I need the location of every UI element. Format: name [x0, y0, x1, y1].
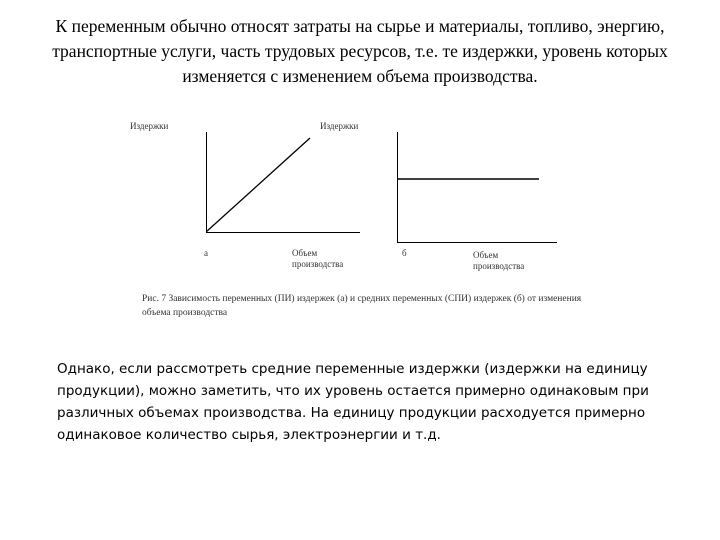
left-chart-xlabel: Объем производства [292, 248, 344, 269]
left-chart-ylabel: Издержки [130, 121, 169, 131]
figure-caption: Рис. 7 Зависимость переменных (ПИ) издержек (а) и средних переменных (СПИ) издержек (б) от изменения объема производства [142, 294, 582, 318]
right-chart-ylabel: Издержки [320, 121, 359, 131]
right-chart-panel-label: б [402, 248, 407, 258]
left-chart-panel-label: а [204, 248, 208, 258]
left-chart-rising-line [206, 138, 310, 232]
right-chart-plot [397, 132, 557, 243]
figure [120, 115, 590, 330]
heading-text: К переменным обычно относят затраты на сырье и материалы, топливо, энергию, транспортные услуги, часть трудовых ресурсов, т.е. те издержки, уровень которых изменяется с изменением объема производства. [52, 16, 668, 86]
left-chart-plot [206, 132, 360, 233]
right-chart-xlabel: Объем производства [473, 250, 525, 271]
body-paragraph: Однако, если рассмотреть средние переменные издержки (издержки на единицу продукции), можно заметить, что их уровень остается примерно одинаковым при различных объемах производства. На единицу продукции расходуется примерно одинаковое количество сырья, электроэнергии и т.д. [57, 361, 649, 443]
